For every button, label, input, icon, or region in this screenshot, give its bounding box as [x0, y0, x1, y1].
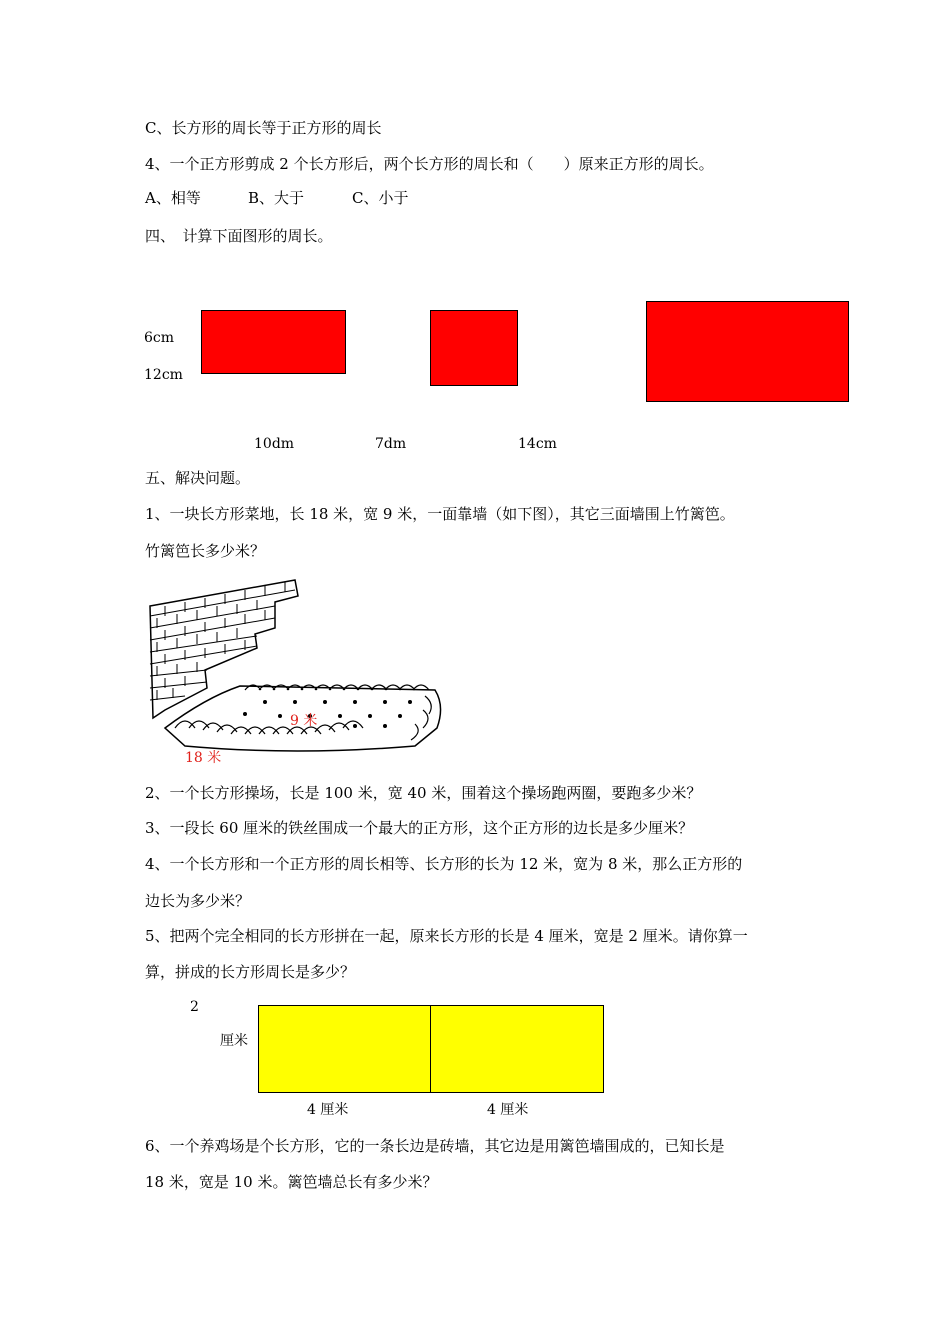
- problem-1-line-2: 竹篱笆长多少米？: [145, 542, 266, 560]
- bottom-label-right: 4 厘米: [487, 1102, 529, 1118]
- problem-6-line-1: 6、一个养鸡场是个长方形，它的一条长边是砖墙，其它边是用篱笆墙围成的，已知长是: [145, 1137, 725, 1155]
- side-label-2: 2: [190, 999, 199, 1015]
- label-10dm: 10dm: [254, 436, 295, 452]
- problem-6-line-2: 18 米，宽是 10 米。篱笆墙总长有多少米？: [145, 1173, 438, 1191]
- option-c-text: C、长方形的周长等于正方形的周长: [145, 119, 382, 137]
- section-4-heading: 四、 计算下面图形的周长。: [145, 227, 333, 245]
- problem-5-line-1: 5、把两个完全相同的长方形拼在一起，原来长方形的长是 4 厘米，宽是 2 厘米。请你算一: [145, 927, 748, 945]
- problem-5-line-2: 算，拼成的长方形周长是多少？: [145, 963, 356, 981]
- rectangle-figure-3: [646, 301, 849, 402]
- q4-option-c: C、小于: [352, 189, 409, 207]
- problem-1-line-1: 1、一块长方形菜地，长 18 米，宽 9 米，一面靠墙（如下图），其它三面墙围上竹篱笆。: [145, 505, 735, 523]
- yellow-rectangle-right: [430, 1005, 604, 1093]
- rectangle-figure-1: [201, 310, 346, 374]
- label-6cm: 6cm: [144, 330, 175, 346]
- problem-4-line-2: 边长为多少米？: [145, 892, 251, 910]
- question-4-text: 4、一个正方形剪成 2 个长方形后，两个长方形的周长和（ ）原来正方形的周长。: [145, 155, 714, 173]
- label-12cm: 12cm: [144, 367, 183, 383]
- q4-option-b: B、大于: [248, 189, 305, 207]
- section-5-heading: 五、解决问题。: [145, 469, 251, 487]
- label-14cm: 14cm: [518, 436, 557, 452]
- problem-3-text: 3、一段长 60 厘米的铁丝围成一个最大的正方形，这个正方形的边长是多少厘米？: [145, 819, 694, 837]
- label-7dm: 7dm: [375, 436, 407, 452]
- q4-option-a: A、相等: [145, 189, 201, 207]
- problem-2-text: 2、一个长方形操场，长是 100 米，宽 40 米，围着这个操场跑两圈，要跑多少米？: [145, 784, 702, 802]
- yellow-rectangle-left: [258, 1005, 431, 1093]
- garden-width-label: 9 米: [290, 713, 318, 729]
- garden-wall-illustration: [145, 578, 455, 768]
- square-figure-2: [430, 310, 518, 386]
- problem-4-line-1: 4、一个长方形和一个正方形的周长相等、长方形的长为 12 米，宽为 8 米，那么正方形的: [145, 855, 743, 873]
- bottom-label-left: 4 厘米: [307, 1102, 349, 1118]
- side-label-unit: 厘米: [220, 1033, 248, 1049]
- garden-length-label: 18 米: [185, 750, 222, 766]
